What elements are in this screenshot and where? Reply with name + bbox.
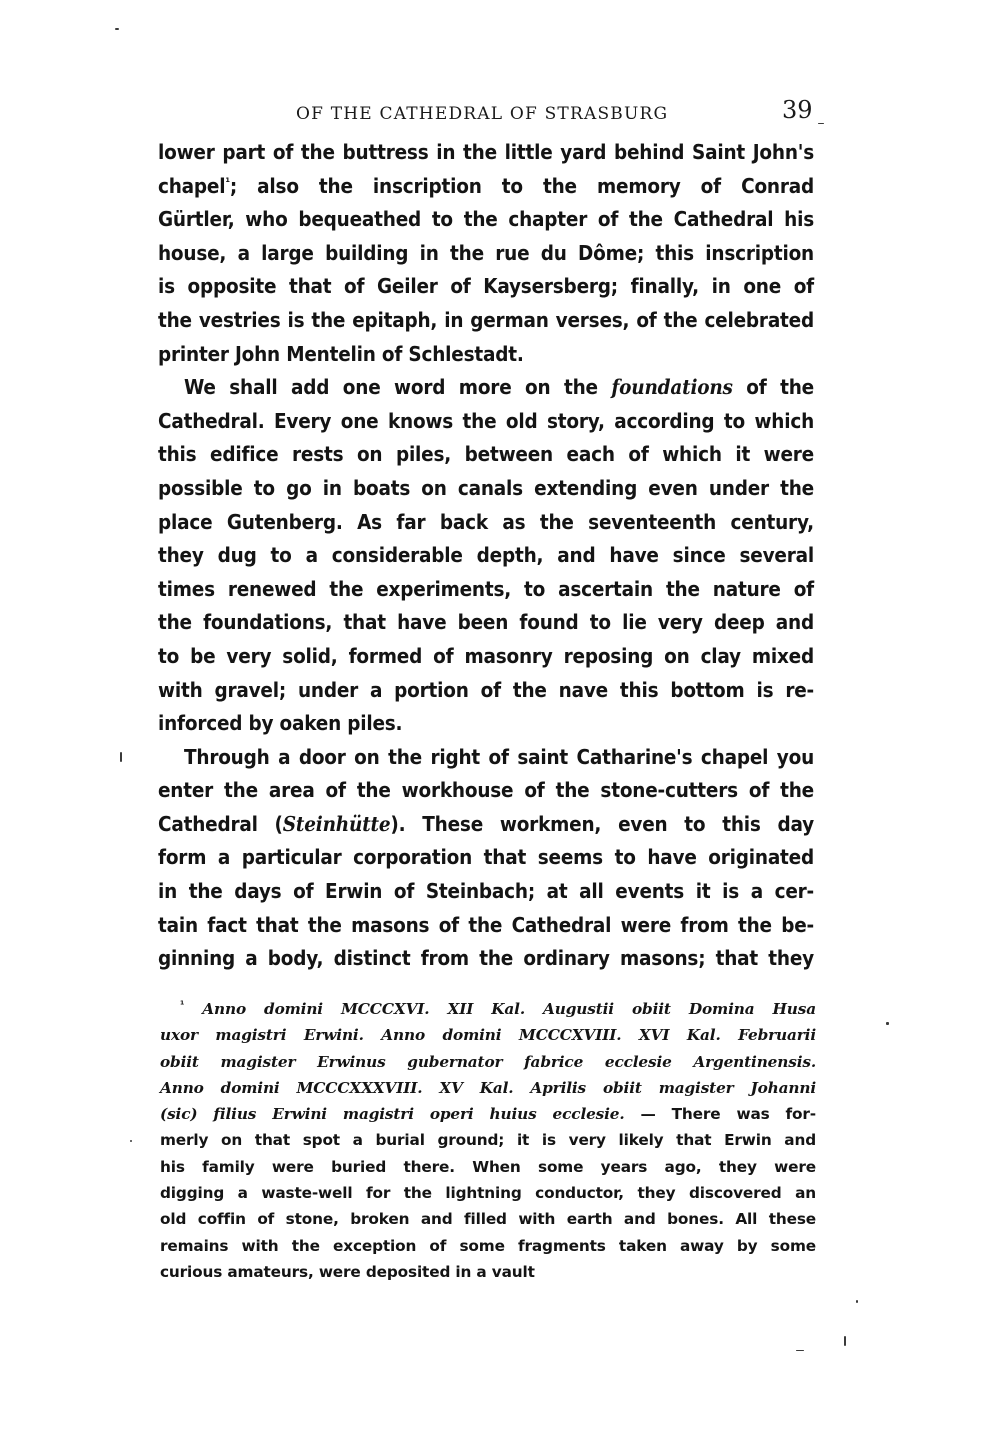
text-line: to be very solid, formed of masonry reposing on clay mixed	[158, 643, 814, 668]
text-line	[158, 808, 814, 842]
text-line: house, a large building in the rue du Dôme; this inscription	[158, 240, 814, 265]
page-header	[270, 96, 840, 132]
text-fragment: Anno domini MCCCXVI. XII Kal. Augustii obiit Domina Husa	[202, 1000, 816, 1018]
scan-speck	[120, 752, 122, 762]
text-line: ginning a body, distinct from the ordinary masons; that they	[158, 946, 814, 971]
footnote-marker: ¹	[180, 1000, 185, 1011]
text-fragment: chapel	[158, 173, 226, 198]
text-line	[158, 170, 814, 204]
text-line: form a particular corporation that seems to have originated	[158, 845, 814, 870]
text-fragment: (sic) filius Erwini magistri operi huius ecclesie.	[160, 1105, 625, 1124]
text-line: in the days of Erwin of Steinbach; at all events it is a cer-	[158, 879, 814, 904]
text-line: enter the area of the workhouse of the stone-cutters of the	[158, 778, 814, 803]
text-line: the vestries is the epitaph, in german verses, of the celebrated	[158, 307, 814, 332]
text-line: printer John Mentelin of Schlestadt.	[158, 341, 524, 366]
text-line: place Gutenberg. As far back as the seventeenth century,	[158, 509, 814, 534]
page-number: 39	[782, 96, 813, 124]
footnote-line: his family were buried there. When some years ago, they were	[160, 1157, 816, 1176]
text-line: Cathedral. Every one knows the old story, according to which	[158, 408, 814, 433]
text-fragment: ; also the inscription to the memory of Conrad	[229, 173, 814, 198]
footnote-line: merly on that spot a burial ground; it is very likely that Erwin and	[160, 1131, 816, 1150]
text-line: tain fact that the masons of the Cathedral were from the be-	[158, 912, 814, 937]
footnote-line: obiit magister Erwinus gubernator fabrice ecclesie Argentinensis.	[160, 1052, 816, 1071]
scan-speck	[856, 1300, 858, 1303]
text-line: Gürtler, who bequeathed to the chapter of the Cathedral his	[158, 207, 814, 232]
text-fragment: We shall add one word more on the	[184, 375, 598, 400]
text-line: is opposite that of Geiler of Kaysersberg; finally, in one of	[158, 274, 814, 299]
footnote-line: remains with the exception of some fragments taken away by some	[160, 1236, 816, 1255]
text-line: the foundations, that have been found to lie very deep and	[158, 610, 814, 635]
text-line: possible to go in boats on canals extending even under the	[158, 475, 814, 500]
text-line: lower part of the buttress in the little yard behind Saint John's	[158, 140, 814, 164]
text-line: times renewed the experiments, to ascertain the nature of	[158, 576, 814, 601]
footnote-line	[160, 996, 816, 1022]
footnote-line: Anno domini MCCCXXXVIII. XV Kal. Aprilis obiit magister Johanni	[160, 1078, 816, 1097]
footnote-line: uxor magistri Erwini. Anno domini MCCCXVIII. XVI Kal. Februarii	[160, 1026, 816, 1045]
text-line: inforced by oaken piles.	[158, 711, 403, 736]
text-line: Through a door on the right of saint Catharine's chapel you	[184, 744, 814, 769]
footnote-line: old coffin of stone, broken and filled with earth and bones. All these	[160, 1210, 816, 1229]
footnote-line: digging a waste-well for the lightning conductor, they discovered an	[160, 1184, 816, 1203]
main-text	[158, 136, 814, 976]
italic-term: Steinhütte	[282, 811, 391, 836]
footnote-marker: ¹	[225, 174, 230, 189]
text-line: they dug to a considerable depth, and have since several	[158, 543, 814, 568]
text-fragment: ). These workmen, even to this day	[390, 811, 814, 836]
footnote-line	[160, 1101, 816, 1127]
text-fragment: of the	[746, 375, 814, 400]
text-line: with gravel; under a portion of the nave this bottom is re-	[158, 677, 814, 702]
text-line: this edifice rests on piles, between each of which it were	[158, 442, 814, 467]
text-line	[158, 371, 814, 405]
scan-speck	[886, 1022, 889, 1025]
italic-term: foundations	[611, 375, 733, 400]
scan-speck	[818, 123, 824, 124]
scan-speck	[130, 1140, 132, 1142]
footnote	[160, 996, 816, 1285]
scan-speck	[796, 1350, 804, 1351]
text-fragment: — There was for-	[640, 1105, 817, 1124]
scan-speck	[115, 28, 119, 30]
text-fragment: Cathedral (	[158, 811, 283, 836]
footnote-line: curious amateurs, were deposited in a vault	[160, 1262, 535, 1281]
running-head: OF THE CATHEDRAL OF STRASBURG	[296, 104, 669, 124]
scan-speck	[844, 1336, 846, 1346]
